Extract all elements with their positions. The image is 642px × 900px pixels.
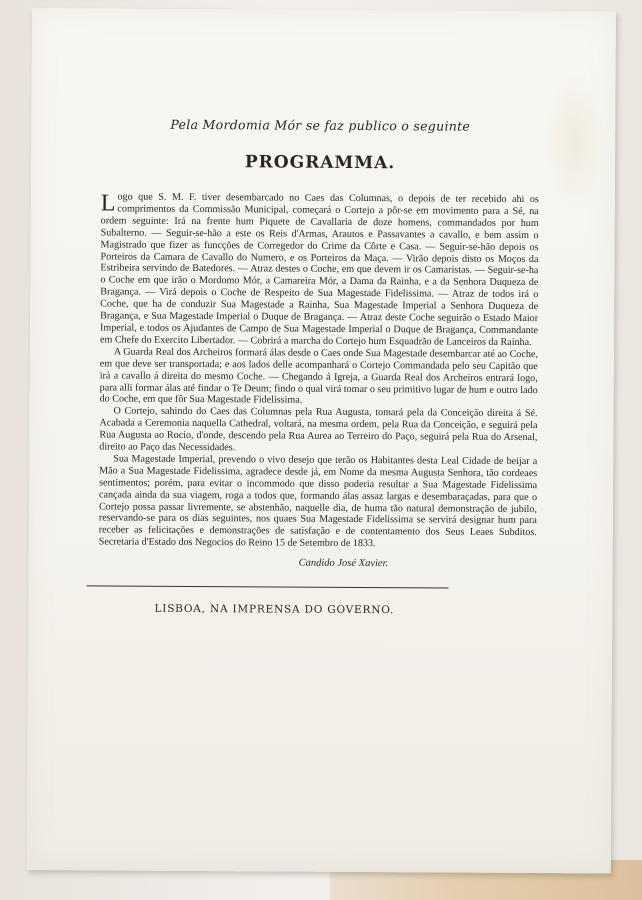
document-title: PROGRAMMA.	[244, 152, 396, 174]
paragraph-royal-guard: A Guarda Real dos Archeiros formará álas desde o Caes onde Sua Magestade desembarcar até ao Coche, em que deve ser transportada; e aos lados delle acompanhará o Cortejo Commandada pelo seu Capitão que irá a cavallo á direita do mesmo Coche. — Chegando á Igreja, a Guarda Real dos Archeiros entrará logo, para alli formar álas até findar o Te Deum; findo o qual virá tomar o seu primitivo lugar de hum e outro lado do Coche, em que fôr Sua Magestade Fidelissima.	[99, 346, 538, 407]
printer-imprint: LISBOA, NA IMPRENSA DO GOVERNO.	[154, 602, 395, 617]
signature: Candido José Xavier.	[298, 557, 389, 570]
paragraph-text: ogo que S. M. F. tiver desembarcado no Caes das Columnas, o depois de ter recebido ahi os comprimentos da Commissão Municipal, começará o Cortejo a pôr-se em movimento para a Sé, na ordem seguinte: Irá na frente hum Piquete de Cavallaria de doze homens, commandados por hum Subalterno. — Seguir-se-hão a este os Reis d'Armas, Arautos e Passavantes a cavallo, e bem assim o Magistrado que fizer as funcções de Corregedor do Crime da Côrte e Casa. — Seguir-se-hão depois os Porteiros da Camara de Cavallo do Numero, e os Porteiros da Maça. — Virão depois disto os Moços da Estribeira servindo de Batedores. — Atraz destes o Coche, em que devem ir os Camaristas. — Seguir-se-ha o Coche em que irão o Mordomo Mór, a Camareira Mór, a Dama da Rainha, e a da Senhora Duqueza de Bragança. — Virá depois o Coche de Respeito de Sua Magestade Fidelissima. — Atraz de todos irá o Coche, que ha de conduzir Sua Magestade a Rainha, Sua Magestade Imperial a Senhora Duqueza de Bragança, e Sua Magestade Imperial o Duque de Bragança. — Atraz deste Coche seguirão o Estado Maior Imperial, e todos os Ajudantes de Campo de Sua Magestade Imperial o Duque de Bragança, Commandante em Chefe do Exercito Libertador. — Cobrirá a marcha do Cortejo hum Esquadrão de Lanceiros da Rainha.	[99, 191, 539, 348]
document-body	[99, 191, 539, 551]
paragraph-route: O Cortejo, sahindo do Caes das Columnas pela Rua Augusta, tomará pela da Conceição direita á Sé. Acabada a Ceremonia naquella Cathedral, voltará, na mesma ordem, pela Rua da Conceição, e seguirá pela Rua Augusta ao Rocio, d'onde, descendo pela Rua Aurea ao Terreiro do Paço, seguirá pela Rua do Arsenal, direito ao Paço das Necessidades.	[99, 405, 538, 454]
document-content	[98, 116, 539, 617]
document-sheet	[27, 8, 616, 874]
divider-rule	[86, 586, 448, 589]
paper-stain	[545, 71, 606, 211]
paragraph-imperial-request: Sua Magestade Imperial, prevendo o vivo desejo que terão os Habitantes desta Leal Cidade de beijar a Mão a Sua Magestade Fidelissima, agradece desde já, em Nome da mesma Augusta Senhora, tão cordeaes sentimentos; porém, para evitar o incommodo que disso poderia resultar a Sua Magestade Fidelissima cançada ainda da sua viagem, roga a todos que, formando álas assaz largas e desembaraçadas, para que o Cortejo possa passar livremente, se abstenhão, naquelle dia, de huma tão natural demonstração de jubilo, reservando-se para os dias seguintes, nos quaes Sua Magestade Fidelissima se servirá designar hum para receber as felicitações e demonstrações de satisfação e de contentamento dos Seus Leaes Subditos. Secretaria d'Estado dos Negocios do Reino 15 de Setembro de 1833.	[98, 453, 538, 550]
intro-line: Pela Mordomia Mór se faz publico o seguinte	[170, 116, 471, 134]
drop-cap: L	[100, 190, 116, 217]
paragraph-procession-order	[100, 191, 539, 348]
